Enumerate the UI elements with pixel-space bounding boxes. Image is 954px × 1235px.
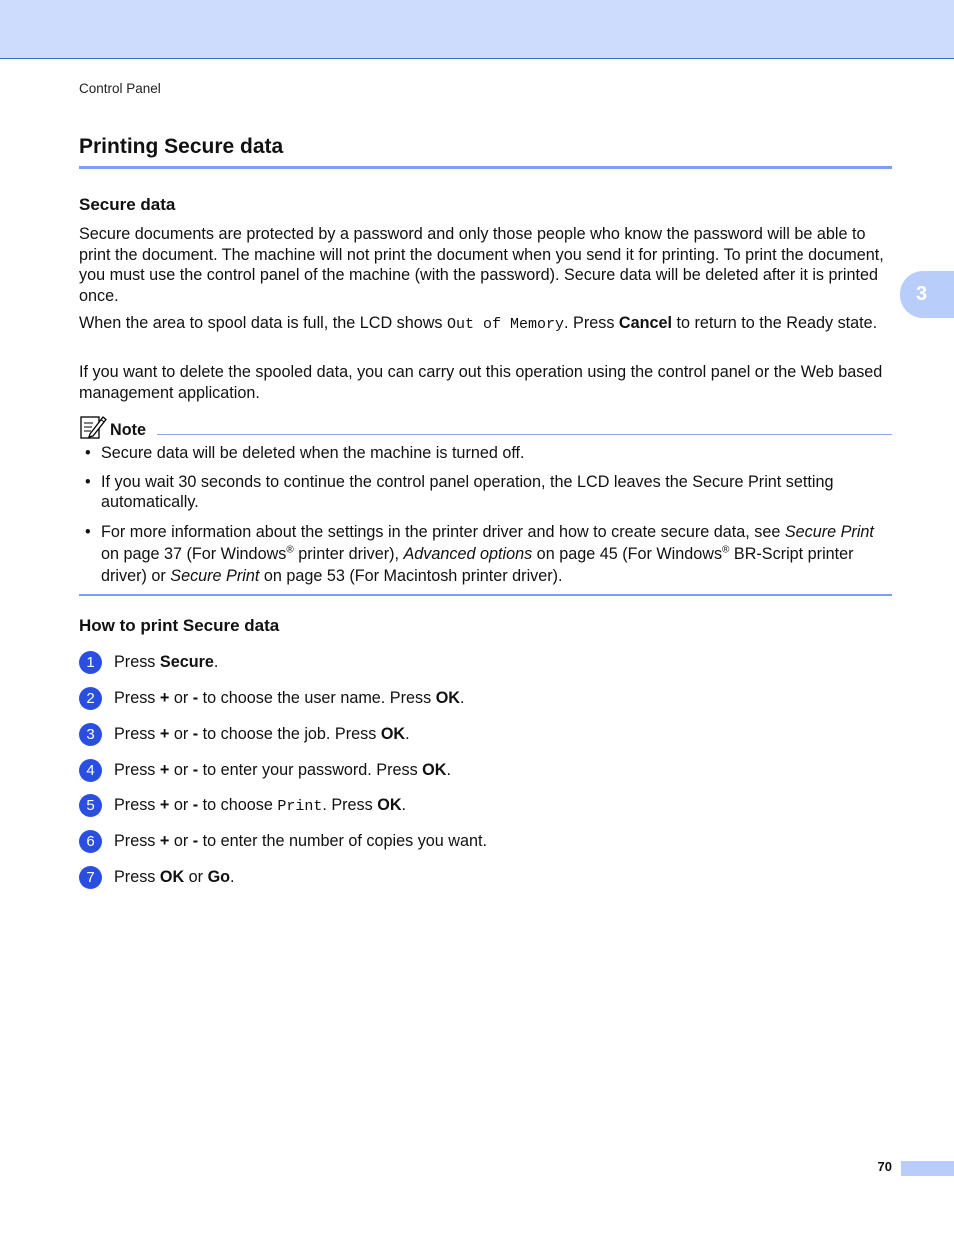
key-name: - <box>192 761 199 779</box>
step-text <box>114 689 464 708</box>
step-text <box>114 868 235 887</box>
text-run: . Press <box>564 314 619 332</box>
step-number-badge: 6 <box>79 830 102 853</box>
title-rule <box>79 166 892 169</box>
text-run: For more information about the settings in the printer driver and how to create secure data, see <box>101 522 785 541</box>
step-number-badge: 7 <box>79 866 102 889</box>
text-run: on page 53 (For Macintosh printer driver). <box>259 566 563 585</box>
text-run: Press <box>114 868 160 886</box>
key-name: - <box>192 689 199 707</box>
text-run: Press <box>114 653 160 671</box>
text-run: or <box>169 832 193 850</box>
text-run: or <box>169 689 193 707</box>
header-band <box>0 0 954 59</box>
section-heading-how-to-print: How to print Secure data <box>79 616 280 635</box>
note-divider <box>157 434 892 435</box>
text-run: . <box>405 725 410 743</box>
step-number-badge: 5 <box>79 794 102 817</box>
step-text <box>114 796 406 815</box>
text-run: on page 37 (For Windows <box>101 544 287 563</box>
text-run: or <box>169 761 193 779</box>
note-label: Note <box>110 421 146 439</box>
reference-advanced-options: Advanced options <box>403 544 533 563</box>
key-name: + <box>159 761 170 779</box>
text-run: to choose the user name. Press <box>198 689 436 707</box>
note-pencil-icon <box>79 414 107 440</box>
list-item <box>85 443 885 464</box>
step-number-badge: 4 <box>79 759 102 782</box>
bullet-dot: • <box>85 444 91 462</box>
list-item <box>85 521 885 587</box>
key-name: - <box>192 832 199 850</box>
key-name: OK <box>380 725 406 743</box>
text-run: to choose <box>198 796 278 814</box>
note-end-rule <box>79 594 892 596</box>
text-run: BR-Script printer driver) or <box>101 544 854 585</box>
registered-mark: ® <box>722 544 730 556</box>
key-name: + <box>159 796 170 814</box>
key-name: + <box>159 689 170 707</box>
step-text <box>114 761 451 780</box>
section-heading-secure-data: Secure data <box>79 195 176 214</box>
reference-secure-print-mac: Secure Print <box>170 566 260 585</box>
text-run: Press <box>114 725 160 743</box>
key-name: OK <box>377 796 402 814</box>
registered-mark: ® <box>286 544 294 556</box>
step-text <box>114 725 410 744</box>
text-run: Press <box>114 761 160 779</box>
step-number-badge: 2 <box>79 687 102 710</box>
key-name: Secure <box>159 653 214 671</box>
note-header <box>79 414 892 438</box>
running-head: Control Panel <box>79 81 161 96</box>
key-name: - <box>192 725 199 743</box>
cancel-key: Cancel <box>618 314 673 332</box>
list-item <box>85 472 885 513</box>
bullet-text: If you wait 30 seconds to continue the control panel operation, the LCD leaves the Secure Print setting automatically. <box>101 472 834 511</box>
step-text <box>114 832 487 851</box>
text-run: Press <box>114 689 160 707</box>
text-run: to enter the number of copies you want. <box>198 832 487 850</box>
text-run: to choose the job. Press <box>198 725 381 743</box>
text-run: Press <box>114 796 160 814</box>
note-bullet-list <box>85 443 885 595</box>
text-run: . <box>401 796 407 814</box>
key-name: + <box>159 725 170 743</box>
text-run: on page 45 (For Windows <box>532 544 723 563</box>
text-run: Press <box>114 832 160 850</box>
page-number: 70 <box>877 1159 892 1174</box>
text-run: or <box>169 725 193 743</box>
text-run: . <box>459 689 465 707</box>
step-number-badge: 3 <box>79 723 102 746</box>
bullet-dot: • <box>85 522 91 541</box>
text-run: . <box>230 868 235 886</box>
page-title: Printing Secure data <box>79 135 284 158</box>
key-name: OK <box>159 868 185 886</box>
reference-secure-print: Secure Print <box>784 522 874 541</box>
chapter-number: 3 <box>916 283 928 305</box>
text-run: . <box>213 653 219 671</box>
paragraph-delete-spooled: If you want to delete the spooled data, you can carry out this operation using the control panel or the Web based management application. <box>79 363 883 402</box>
key-name: + <box>159 832 170 850</box>
lcd-option: Print <box>277 798 323 815</box>
text-run: When the area to spool data is full, the LCD shows <box>79 314 448 332</box>
text-run: printer driver), <box>293 544 404 563</box>
text-run: to enter your password. Press <box>198 761 423 779</box>
key-name: - <box>192 796 199 814</box>
key-name: OK <box>422 761 447 779</box>
bullet-dot: • <box>85 472 91 491</box>
text-run: or <box>184 868 208 886</box>
page-number-tab <box>901 1161 954 1176</box>
chapter-tab <box>900 271 954 318</box>
text-run: to return to the Ready state. <box>672 314 878 332</box>
text-run: or <box>169 796 193 814</box>
lcd-message: Out of Memory <box>447 316 565 333</box>
text-run: . <box>446 761 451 779</box>
step-number-badge: 1 <box>79 651 102 674</box>
text-run: . Press <box>322 796 378 814</box>
key-name: Go <box>207 868 231 886</box>
bullet-text: Secure data will be deleted when the machine is turned off. <box>101 444 525 462</box>
paragraph-spool-full <box>79 313 894 336</box>
step-text <box>114 653 218 672</box>
paragraph-intro: Secure documents are protected by a password and only those people who know the password will be able to print the document. The machine will not print the document when you send it for printing. To print the document, you must use the control panel of the machine (with the password). Secure data will be deleted after it is printed once. <box>79 225 884 305</box>
key-name: OK <box>435 689 460 707</box>
